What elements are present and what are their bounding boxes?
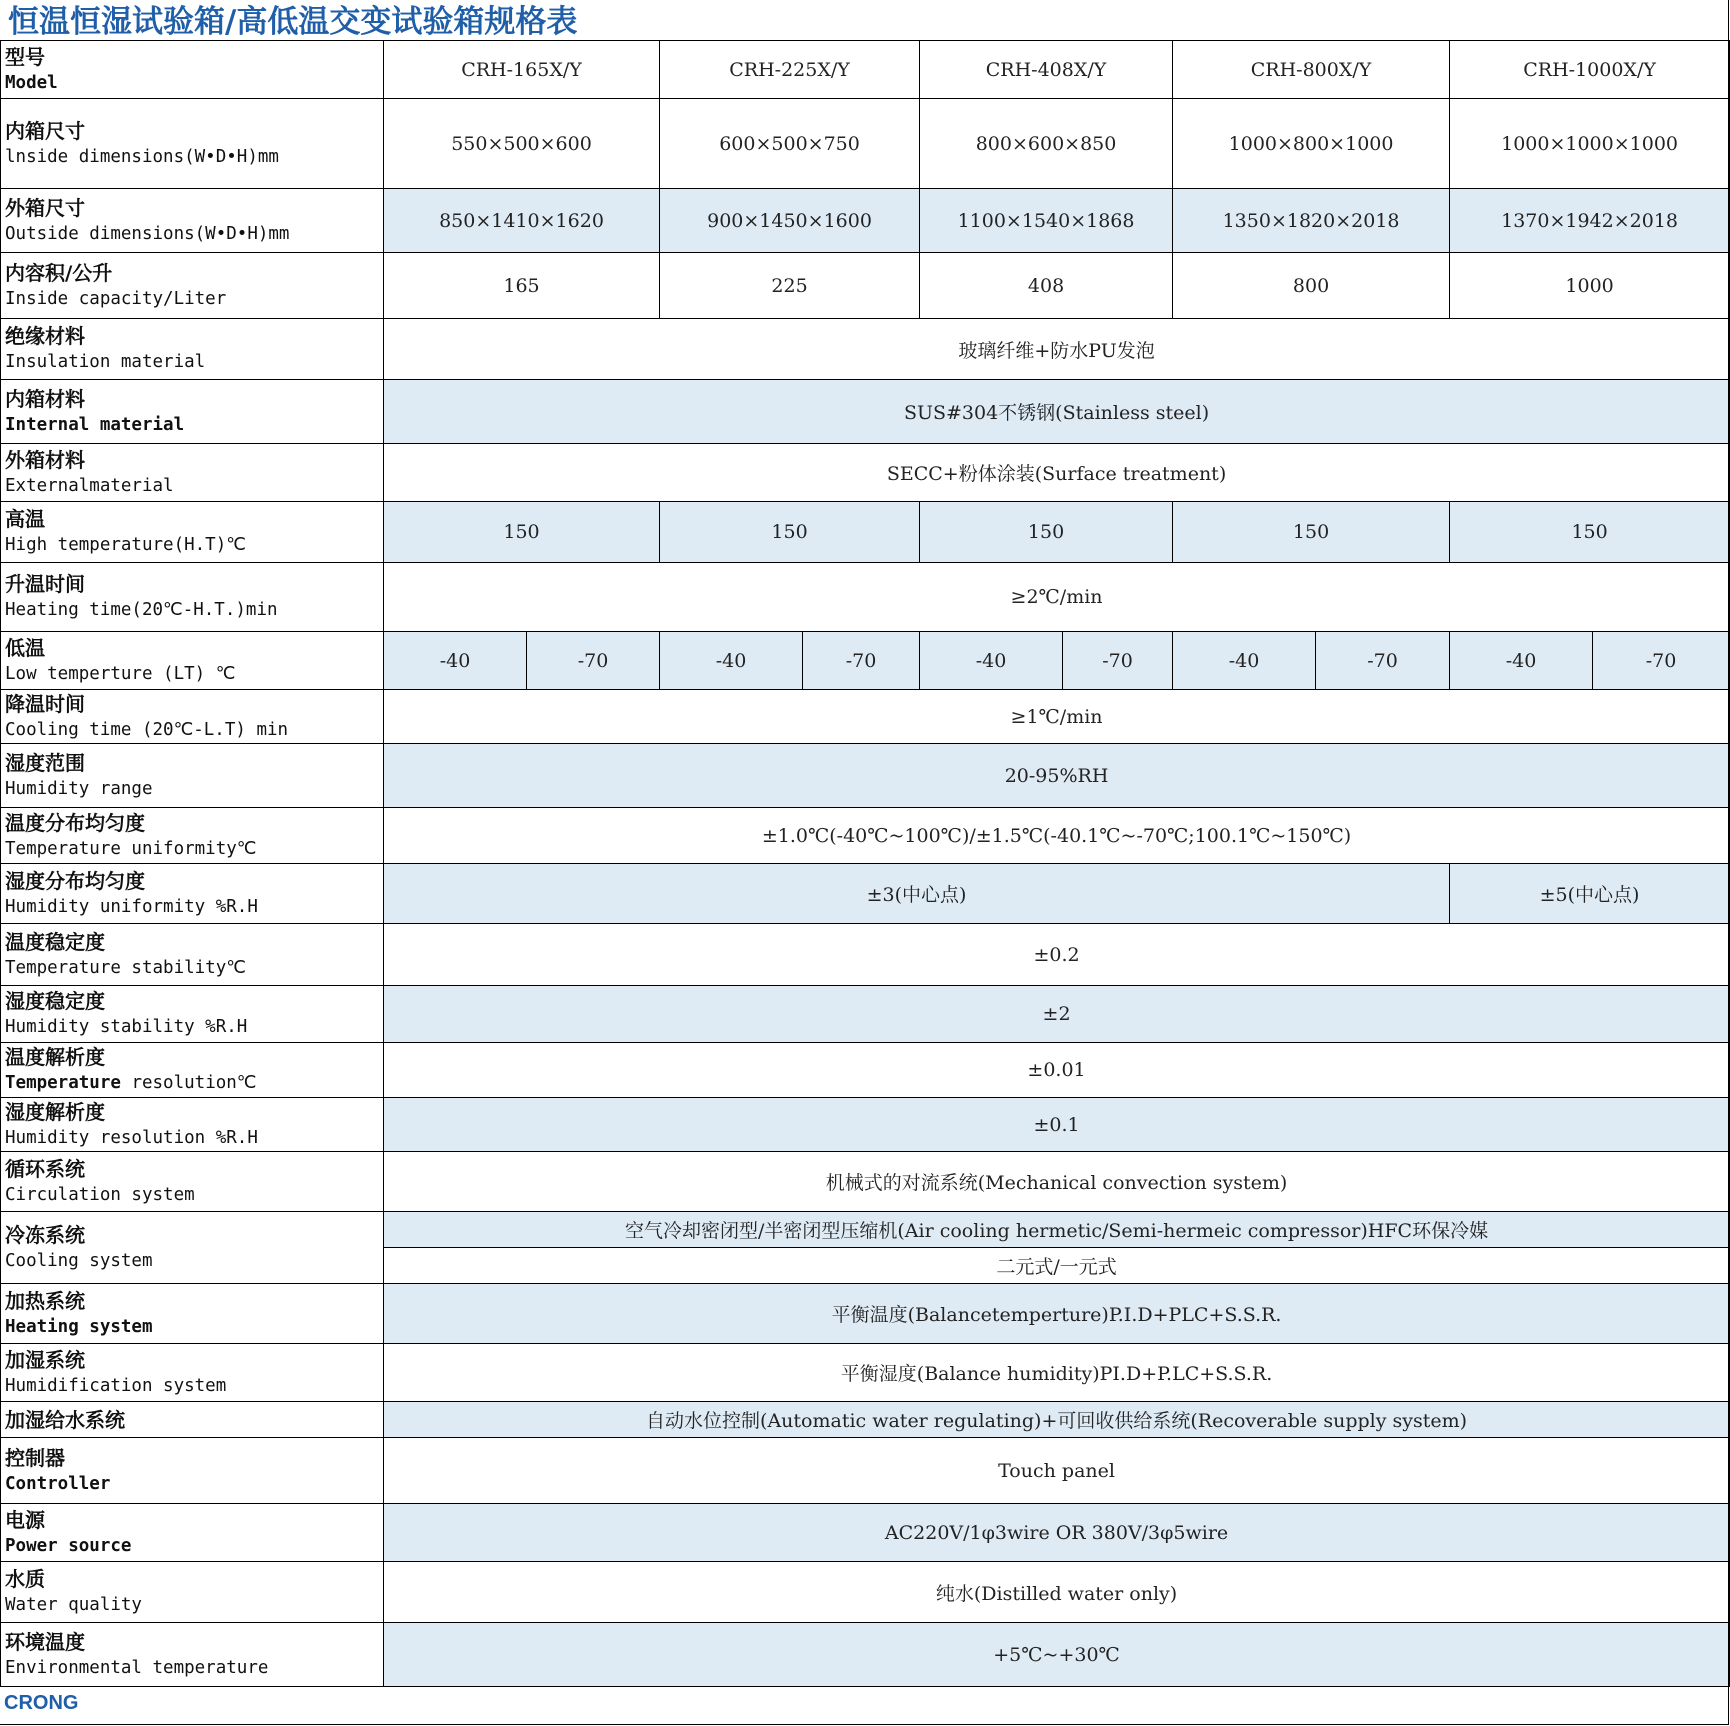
table-cell: 800×600×850 (920, 99, 1173, 189)
label-cn: 内箱材料 (5, 386, 85, 411)
table-cell: AC220V/1φ3wire OR 380V/3φ5wire (384, 1504, 1730, 1562)
table-row (1, 1043, 1730, 1098)
label-en-rest: resolution℃ (120, 1073, 257, 1093)
table-row (1, 99, 1730, 189)
table-cell: 20-95%RH (384, 744, 1730, 808)
label-cn: 高温 (5, 507, 45, 531)
brand-footer: CRONG (4, 1692, 79, 1714)
table-cell: 408 (920, 253, 1173, 319)
label-en: Heating system (5, 1316, 153, 1337)
table-cell: SUS#304不锈钢(Stainless steel) (384, 380, 1730, 444)
row-label (1, 924, 384, 986)
table-row (1, 632, 1730, 690)
table-row (1, 319, 1730, 380)
table-cell: ±1.0℃(-40℃~100℃)/±1.5℃(-40.1℃~-70℃;100.1℃~150℃) (384, 808, 1730, 864)
row-label (1, 502, 384, 563)
table-cell: 空气冷却密闭型/半密闭型压缩机(Air cooling hermetic/Semi-hermeic compressor)HFC环保冷媒 (384, 1212, 1730, 1248)
table-row (1, 444, 1730, 502)
label-cn: 水质 (5, 1567, 45, 1591)
row-label (1, 563, 384, 632)
label-en: Insulation material (5, 352, 206, 372)
label-en: Heating time(20℃-H.T.)min (5, 600, 278, 620)
label-cn: 内容积/公升 (5, 260, 113, 285)
table-cell: 纯水(Distilled water only) (384, 1562, 1730, 1623)
table-cell: -40 (1173, 632, 1316, 690)
table-cell: 225 (660, 253, 920, 319)
label-en: Circulation system (5, 1184, 195, 1205)
table-row (1, 1152, 1730, 1212)
table-row (1, 986, 1730, 1043)
label-cn: 控制器 (5, 1445, 65, 1470)
table-row (1, 1562, 1730, 1623)
row-label (1, 864, 384, 924)
table-row (1, 1098, 1730, 1152)
label-cn: 型号 (5, 44, 45, 69)
label-cn: 温度稳定度 (5, 929, 105, 954)
label-en: Internal material (5, 414, 185, 435)
table-cell: 600×500×750 (660, 99, 920, 189)
label-en: lnside dimensions(W•D•H)mm (5, 146, 279, 167)
table-cell: 平衡温度(Balancetemperture)P.I.D+PLC+S.S.R. (384, 1284, 1730, 1344)
label-cn: 湿度稳定度 (5, 989, 105, 1013)
label-en (5, 1070, 383, 1096)
table-cell: 1000×800×1000 (1173, 99, 1450, 189)
row-label (1, 1212, 384, 1284)
label-en: Humidity range (5, 778, 153, 799)
table-cell: 800 (1173, 253, 1450, 319)
table-cell: 1000 (1450, 253, 1730, 319)
row-label (1, 253, 384, 319)
table-cell: -70 (527, 632, 660, 690)
table-row (1, 1623, 1730, 1687)
label-cn: 加湿系统 (5, 1347, 85, 1372)
table-cell: -70 (1316, 632, 1450, 690)
label-en: Model (5, 72, 58, 93)
table-row (1, 1402, 1730, 1438)
table-row (1, 41, 1730, 99)
label-en: Humidity resolution %R.H (5, 1127, 258, 1148)
table-row (1, 1284, 1730, 1344)
label-cn: 温度分布均匀度 (5, 810, 145, 835)
label-cn: 外箱材料 (5, 447, 85, 472)
label-en: Power source (5, 1535, 132, 1556)
table-row (1, 690, 1730, 744)
row-label (1, 690, 384, 744)
label-en: Environmental temperature (5, 1657, 269, 1678)
table-cell: ±0.2 (384, 924, 1730, 986)
label-en: Controller (5, 1473, 111, 1494)
label-cn: 环境温度 (5, 1629, 85, 1654)
table-cell: 165 (384, 253, 660, 319)
row-label (1, 99, 384, 189)
row-label (1, 1043, 384, 1098)
label-en: Temperature stability℃ (5, 957, 246, 978)
label-en: Humidification system (5, 1375, 227, 1396)
table-cell: CRH-800X/Y (1173, 41, 1450, 99)
label-en: Low temperture (LT) ℃ (5, 663, 236, 684)
table-cell: 平衡湿度(Balance humidity)PI.D+P.LC+S.S.R. (384, 1344, 1730, 1402)
table-cell: 150 (1450, 502, 1730, 563)
label-en-bold: Temperature (5, 1073, 121, 1093)
table-row (1, 924, 1730, 986)
label-cn: 绝缘材料 (5, 324, 85, 348)
label-cn: 湿度范围 (5, 750, 85, 775)
label-cn: 温度解析度 (5, 1045, 105, 1069)
row-label (1, 189, 384, 253)
label-cn: 降温时间 (5, 691, 85, 716)
row-label (1, 1344, 384, 1402)
table-cell: 150 (1173, 502, 1450, 563)
row-label (1, 1098, 384, 1152)
label-en: Temperature uniformity℃ (5, 838, 257, 859)
table-cell: CRH-1000X/Y (1450, 41, 1730, 99)
row-label (1, 319, 384, 380)
table-cell: 二元式/一元式 (384, 1248, 1730, 1284)
label-en: Externalmaterial (5, 475, 174, 496)
table-row (1, 380, 1730, 444)
label-cn: 循环系统 (5, 1156, 85, 1181)
row-label (1, 1623, 384, 1687)
table-cell: 150 (660, 502, 920, 563)
label-cn: 加热系统 (5, 1288, 85, 1313)
table-cell: 150 (920, 502, 1173, 563)
table-cell: CRH-165X/Y (384, 41, 660, 99)
label-cn: 冷冻系统 (5, 1222, 85, 1247)
label-cn: 升温时间 (5, 572, 85, 596)
table-cell: -70 (1063, 632, 1173, 690)
label-en: Cooling time (20℃-L.T) min (5, 719, 289, 740)
label-en: Humidity stability %R.H (5, 1017, 248, 1037)
label-en: Water quality (5, 1595, 142, 1615)
table-row (1, 1344, 1730, 1402)
table-cell: 550×500×600 (384, 99, 660, 189)
table-cell: -40 (660, 632, 803, 690)
label-en: High temperature(H.T)℃ (5, 535, 246, 555)
table-row (1, 253, 1730, 319)
table-cell: 1350×1820×2018 (1173, 189, 1450, 253)
table-row (1, 1438, 1730, 1504)
table-row (1, 189, 1730, 253)
row-label (1, 41, 384, 99)
table-cell: ±3(中心点) (384, 864, 1450, 924)
row-label (1, 632, 384, 690)
table-cell: ±0.1 (384, 1098, 1730, 1152)
table-cell: ±2 (384, 986, 1730, 1043)
row-label (1, 1402, 384, 1438)
table-cell: 900×1450×1600 (660, 189, 920, 253)
label-cn: 湿度解析度 (5, 1099, 105, 1124)
table-cell: -40 (1450, 632, 1593, 690)
table-cell: 1000×1000×1000 (1450, 99, 1730, 189)
table-cell: -70 (803, 632, 920, 690)
label-cn: 外箱尺寸 (5, 195, 85, 220)
row-label (1, 1438, 384, 1504)
row-label (1, 1284, 384, 1344)
table-cell: -40 (920, 632, 1063, 690)
label-en: Outside dimensions(W•D•H)mm (5, 223, 290, 244)
row-label (1, 1152, 384, 1212)
table-cell: 850×1410×1620 (384, 189, 660, 253)
table-cell: 自动水位控制(Automatic water regulating)+可回收供给系统(Recoverable supply system) (384, 1402, 1730, 1438)
label-cn: 内箱尺寸 (5, 118, 85, 143)
row-label (1, 744, 384, 808)
table-cell: 机械式的对流系统(Mechanical convection system) (384, 1152, 1730, 1212)
table-cell: -70 (1593, 632, 1730, 690)
label-cn: 湿度分布均匀度 (5, 868, 145, 893)
table-cell: 玻璃纤维+防水PU发泡 (384, 319, 1730, 380)
table-cell: ≥1℃/min (384, 690, 1730, 744)
label-en: Cooling system (5, 1250, 153, 1271)
label-cn: 低温 (5, 635, 45, 660)
row-label (1, 986, 384, 1043)
sheet-title: 恒温恒湿试验箱/高低温交变试验箱规格表 (8, 4, 578, 40)
table-cell: Touch panel (384, 1438, 1730, 1504)
table-row (1, 502, 1730, 563)
table-row (1, 1504, 1730, 1562)
table-row (1, 744, 1730, 808)
table-row (1, 1212, 1730, 1248)
table-cell: +5℃~+30℃ (384, 1623, 1730, 1687)
table-cell: SECC+粉体涂装(Surface treatment) (384, 444, 1730, 502)
table-cell: CRH-408X/Y (920, 41, 1173, 99)
label-cn: 电源 (5, 1507, 45, 1532)
row-label (1, 1562, 384, 1623)
table-cell: 150 (384, 502, 660, 563)
table-cell: 1100×1540×1868 (920, 189, 1173, 253)
row-label (1, 444, 384, 502)
spec-table (0, 40, 1730, 1687)
row-label (1, 380, 384, 444)
table-row (1, 808, 1730, 864)
table-cell: -40 (384, 632, 527, 690)
row-label (1, 1504, 384, 1562)
table-cell: ±5(中心点) (1450, 864, 1730, 924)
label-en: Humidity uniformity %R.H (5, 896, 258, 917)
table-cell: ±0.01 (384, 1043, 1730, 1098)
table-row (1, 864, 1730, 924)
table-cell: CRH-225X/Y (660, 41, 920, 99)
label-en: Inside capacity/Liter (5, 288, 227, 309)
table-row (1, 563, 1730, 632)
label-cn: 加湿给水系统 (5, 1407, 125, 1432)
row-label (1, 808, 384, 864)
table-cell: ≥2℃/min (384, 563, 1730, 632)
table-cell: 1370×1942×2018 (1450, 189, 1730, 253)
